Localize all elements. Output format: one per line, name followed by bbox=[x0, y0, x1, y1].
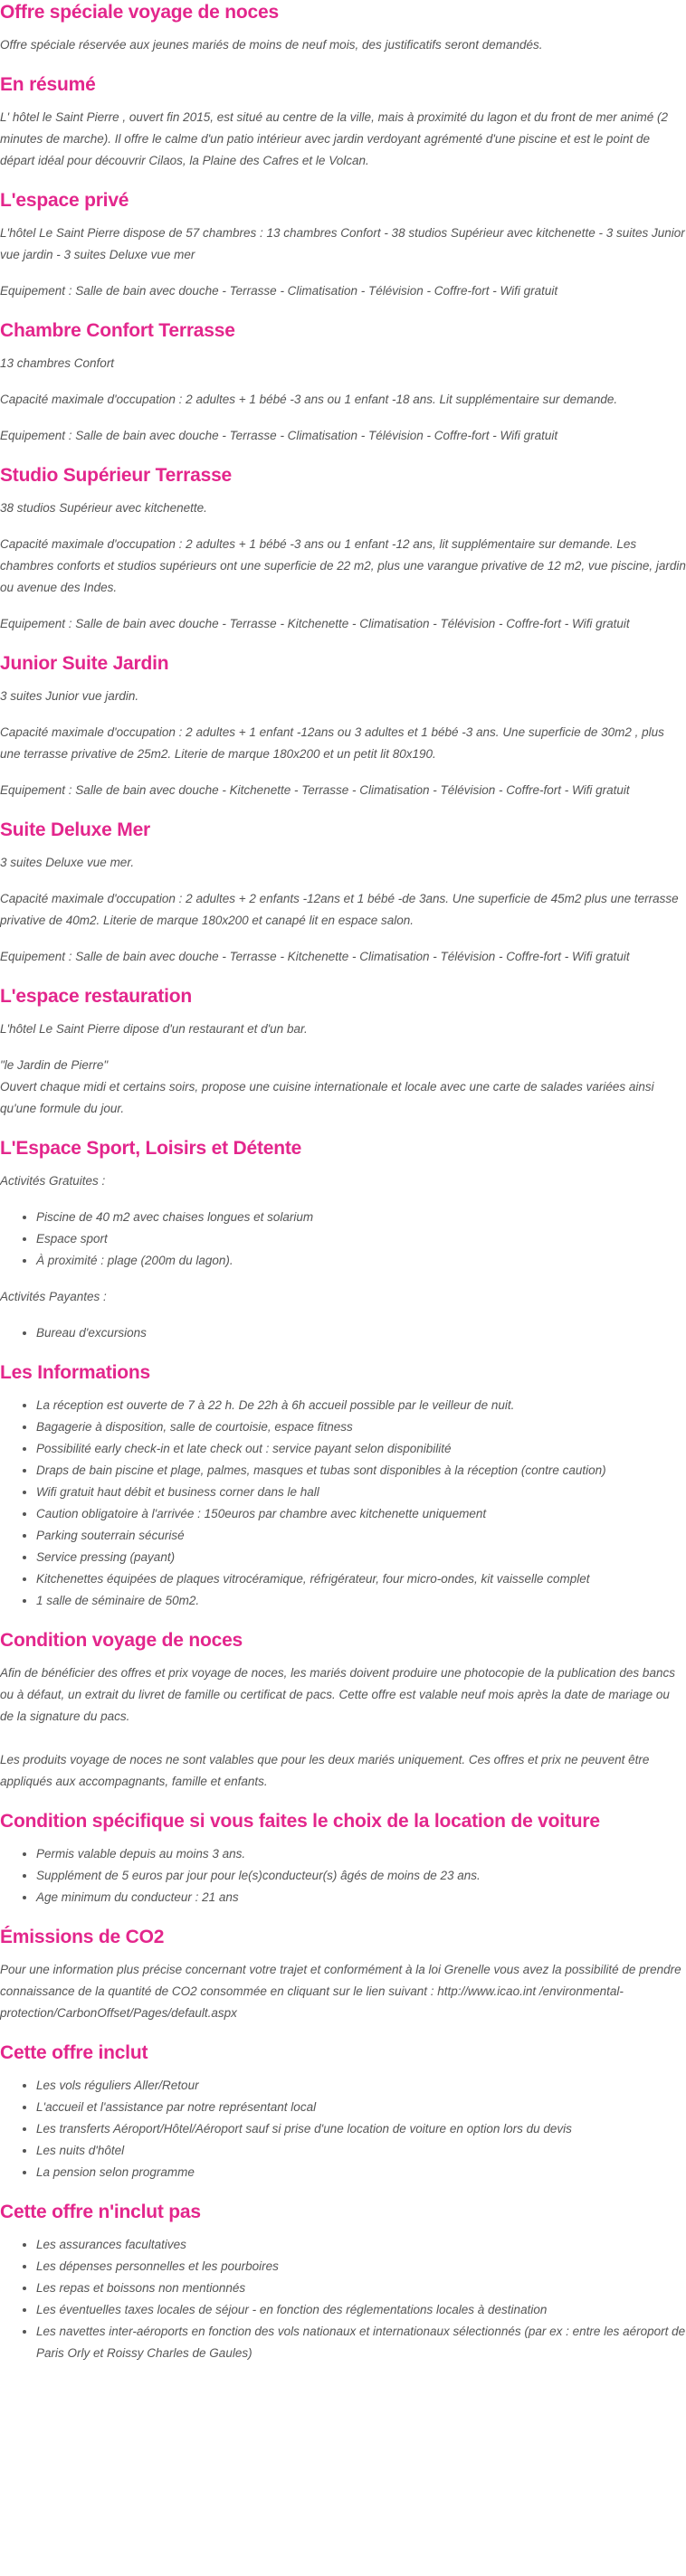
excludes-list bbox=[0, 2234, 686, 2364]
includes-section bbox=[0, 2041, 686, 2183]
paragraph: Equipement : Salle de bain avec douche - Terrasse - Climatisation - Télévision - Coffre-fort - Wifi gratuit bbox=[0, 429, 558, 442]
section-title: Cette offre inclut bbox=[0, 2042, 148, 2063]
honeymoon-condition-section bbox=[0, 1628, 686, 1793]
list-item: • La pension selon programme bbox=[36, 2162, 686, 2183]
paragraph: L'hôtel Le Saint Pierre dipose d'un restaurant et d'un bar. bbox=[0, 1022, 308, 1036]
paragraph: 3 suites Junior vue jardin. bbox=[0, 689, 139, 703]
offer-section bbox=[0, 0, 686, 56]
section-title: Condition voyage de noces bbox=[0, 1630, 243, 1651]
list-item: • Les nuits d'hôtel bbox=[36, 2140, 686, 2162]
paragraph: Capacité maximale d'occupation : 2 adultes + 1 enfant -12ans ou 3 adultes et 1 bébé -3 ans. Une superficie de 30m2 , plus une terrasse privative de 25m2. Literie de marque 180x200 et un petit lit 80x190. bbox=[0, 725, 664, 761]
list-item: • Les transferts Aéroport/Hôtel/Aéroport sauf si prise d'une location de voiture en option lors du devis bbox=[36, 2118, 686, 2140]
confort-room-section bbox=[0, 318, 686, 447]
list-item: • Les dépenses personnelles et les pourboires bbox=[36, 2256, 686, 2278]
paragraph: Equipement : Salle de bain avec douche - Terrasse - Kitchenette - Climatisation - Télévision - Coffre-fort - Wifi gratuit bbox=[0, 617, 630, 630]
private-space-section bbox=[0, 188, 686, 302]
list-item: • Possibilité early check-in et late check out : service payant selon disponibilité bbox=[36, 1438, 686, 1460]
section-title: L'espace privé bbox=[0, 190, 129, 211]
list-item: • Permis valable depuis au moins 3 ans. bbox=[36, 1843, 686, 1865]
car-rental-list bbox=[0, 1843, 686, 1908]
list-item: • Espace sport bbox=[36, 1228, 686, 1250]
list-item: • Les éventuelles taxes locales de séjour - en fonction des réglementations locales à destination bbox=[36, 2299, 686, 2321]
list-item: • Service pressing (payant) bbox=[36, 1547, 686, 1568]
free-activities-label: Activités Gratuites : bbox=[0, 1174, 106, 1188]
paragraph: L' hôtel le Saint Pierre , ouvert fin 2015, est situé au centre de la ville, mais à proximité du lagon et du front de mer animé (2 minutes de marche). Il offre le calme d'un patio intérieur avec jardin verdoyant agrémenté d'une piscine et est le point de départ idéal pour découvrir Cilaos, la Plaine des Cafres et le Volcan. bbox=[0, 110, 668, 167]
section-title: Chambre Confort Terrasse bbox=[0, 320, 235, 341]
section-title: Suite Deluxe Mer bbox=[0, 819, 151, 840]
list-item: • Les assurances facultatives bbox=[36, 2234, 686, 2256]
paragraph: Equipement : Salle de bain avec douche - Kitchenette - Terrasse - Climatisation - Télévision - Coffre-fort - Wifi gratuit bbox=[0, 783, 630, 797]
section-title: Cette offre n'inclut pas bbox=[0, 2202, 201, 2222]
paid-activities-label: Activités Payantes : bbox=[0, 1290, 107, 1303]
list-item: • 1 salle de séminaire de 50m2. bbox=[36, 1590, 686, 1612]
studio-section bbox=[0, 463, 686, 635]
restaurant-section bbox=[0, 984, 686, 1120]
list-item: • Supplément de 5 euros par jour pour le(s)conducteur(s) âgés de moins de 23 ans. bbox=[36, 1865, 686, 1887]
list-item: • Wifi gratuit haut débit et business corner dans le hall bbox=[36, 1482, 686, 1503]
free-activities-list bbox=[0, 1207, 686, 1272]
excludes-section bbox=[0, 2200, 686, 2364]
list-item: • Kitchenettes équipées de plaques vitrocéramique, réfrigérateur, four micro-ondes, kit vaisselle complet bbox=[36, 1568, 686, 1590]
list-item: • Draps de bain piscine et plage, palmes, masques et tubas sont disponibles à la réception (contre caution) bbox=[36, 1460, 686, 1482]
info-section bbox=[0, 1360, 686, 1612]
paragraph: L'hôtel Le Saint Pierre dispose de 57 chambres : 13 chambres Confort - 38 studios Supérieur avec kitchenette - 3 suites Junior vue jardin - 3 suites Deluxe vue mer bbox=[0, 226, 685, 261]
paragraph: Afin de bénéficier des offres et prix voyage de noces, les mariés doivent produire une photocopie de la publication des bancs ou à défaut, un extrait du livret de famille ou certificat de pacs. Cette offre est valable neuf mois après la date de mariage ou de la signature du pacs. bbox=[0, 1666, 675, 1723]
list-item: • Les navettes inter-aéroports en fonction des vols nationaux et internationaux sélectionnés (par ex : entre les aéroport de Paris Orly et Roissy Charles de Gaules) bbox=[36, 2321, 686, 2364]
restaurant-description: Ouvert chaque midi et certains soirs, propose une cuisine internationale et locale avec une carte de salades variées ainsi qu'une formule du jour. bbox=[0, 1080, 654, 1115]
paragraph: Capacité maximale d'occupation : 2 adultes + 1 bébé -3 ans ou 1 enfant -18 ans. Lit supplémentaire sur demande. bbox=[0, 393, 618, 406]
co2-section bbox=[0, 1925, 686, 2024]
paragraph: Pour une information plus précise concernant votre trajet et conformément à la loi Grenelle vous avez la possibilité de prendre connaissance de la quantité de CO2 consommée en cliquant sur le lien suivant : http://www.icao.int /environmental-protection/CarbonOffset/Pages/default.aspx bbox=[0, 1963, 681, 2020]
paragraph: Equipement : Salle de bain avec douche - Terrasse - Kitchenette - Climatisation - Télévision - Coffre-fort - Wifi gratuit bbox=[0, 950, 630, 963]
deluxe-suite-section bbox=[0, 818, 686, 968]
section-title: En résumé bbox=[0, 74, 96, 95]
section-title: Studio Supérieur Terrasse bbox=[0, 465, 233, 486]
paragraph: Capacité maximale d'occupation : 2 adultes + 1 bébé -3 ans ou 1 enfant -12 ans, lit supplémentaire sur demande. Les chambres conforts et studios supérieurs ont une superficie de 22 m2, plus une varangue privative de 12 m2, vue piscine, jardin ou avenue des Indes. bbox=[0, 537, 686, 594]
section-title: Émissions de CO2 bbox=[0, 1927, 165, 1947]
paragraph bbox=[0, 1055, 686, 1120]
list-item: • Bureau d'excursions bbox=[36, 1322, 686, 1344]
list-item: • À proximité : plage (200m du lagon). bbox=[36, 1250, 686, 1272]
list-item: • Les vols réguliers Aller/Retour bbox=[36, 2075, 686, 2097]
paragraph: Equipement : Salle de bain avec douche - Terrasse - Climatisation - Télévision - Coffre-fort - Wifi gratuit bbox=[0, 284, 558, 298]
list-item: • Parking souterrain sécurisé bbox=[36, 1525, 686, 1547]
list-item: • Les repas et boissons non mentionnés bbox=[36, 2278, 686, 2299]
section-title: L'espace restauration bbox=[0, 986, 193, 1007]
section-title: L'Espace Sport, Loisirs et Détente bbox=[0, 1138, 302, 1159]
sport-section bbox=[0, 1136, 686, 1344]
includes-list bbox=[0, 2075, 686, 2183]
section-title: Offre spéciale voyage de noces bbox=[0, 2, 279, 23]
list-item: • Piscine de 40 m2 avec chaises longues et solarium bbox=[36, 1207, 686, 1228]
car-rental-section bbox=[0, 1809, 686, 1908]
paid-activities-list bbox=[0, 1322, 686, 1344]
paragraph: Offre spéciale réservée aux jeunes mariés de moins de neuf mois, des justificatifs seront demandés. bbox=[0, 38, 543, 52]
paragraph: 13 chambres Confort bbox=[0, 356, 115, 370]
section-title: Junior Suite Jardin bbox=[0, 653, 169, 674]
paragraph: Les produits voyage de noces ne sont valables que pour les deux mariés uniquement. Ces offres et prix ne peuvent être appliqués aux accompagnants, famille et enfants. bbox=[0, 1753, 650, 1788]
paragraph: 38 studios Supérieur avec kitchenette. bbox=[0, 501, 207, 515]
list-item: • Bagagerie à disposition, salle de courtoisie, espace fitness bbox=[36, 1416, 686, 1438]
info-list bbox=[0, 1395, 686, 1612]
junior-suite-section bbox=[0, 651, 686, 801]
list-item: • La réception est ouverte de 7 à 22 h. De 22h à 6h accueil possible par le veilleur de nuit. bbox=[36, 1395, 686, 1416]
paragraph: 3 suites Deluxe vue mer. bbox=[0, 856, 135, 869]
list-item: • Caution obligatoire à l'arrivée : 150euros par chambre avec kitchenette uniquement bbox=[36, 1503, 686, 1525]
paragraph: Capacité maximale d'occupation : 2 adultes + 2 enfants -12ans et 1 bébé -de 3ans. Une superficie de 45m2 plus une terrasse privative de 40m2. Literie de marque 180x200 et canapé lit en espace salon. bbox=[0, 892, 679, 927]
restaurant-name: "le Jardin de Pierre" bbox=[0, 1058, 109, 1072]
section-title: Les Informations bbox=[0, 1362, 150, 1383]
list-item: • L'accueil et l'assistance par notre représentant local bbox=[36, 2097, 686, 2118]
summary-section bbox=[0, 72, 686, 172]
list-item: • Age minimum du conducteur : 21 ans bbox=[36, 1887, 686, 1908]
section-title: Condition spécifique si vous faites le choix de la location de voiture bbox=[0, 1811, 600, 1832]
